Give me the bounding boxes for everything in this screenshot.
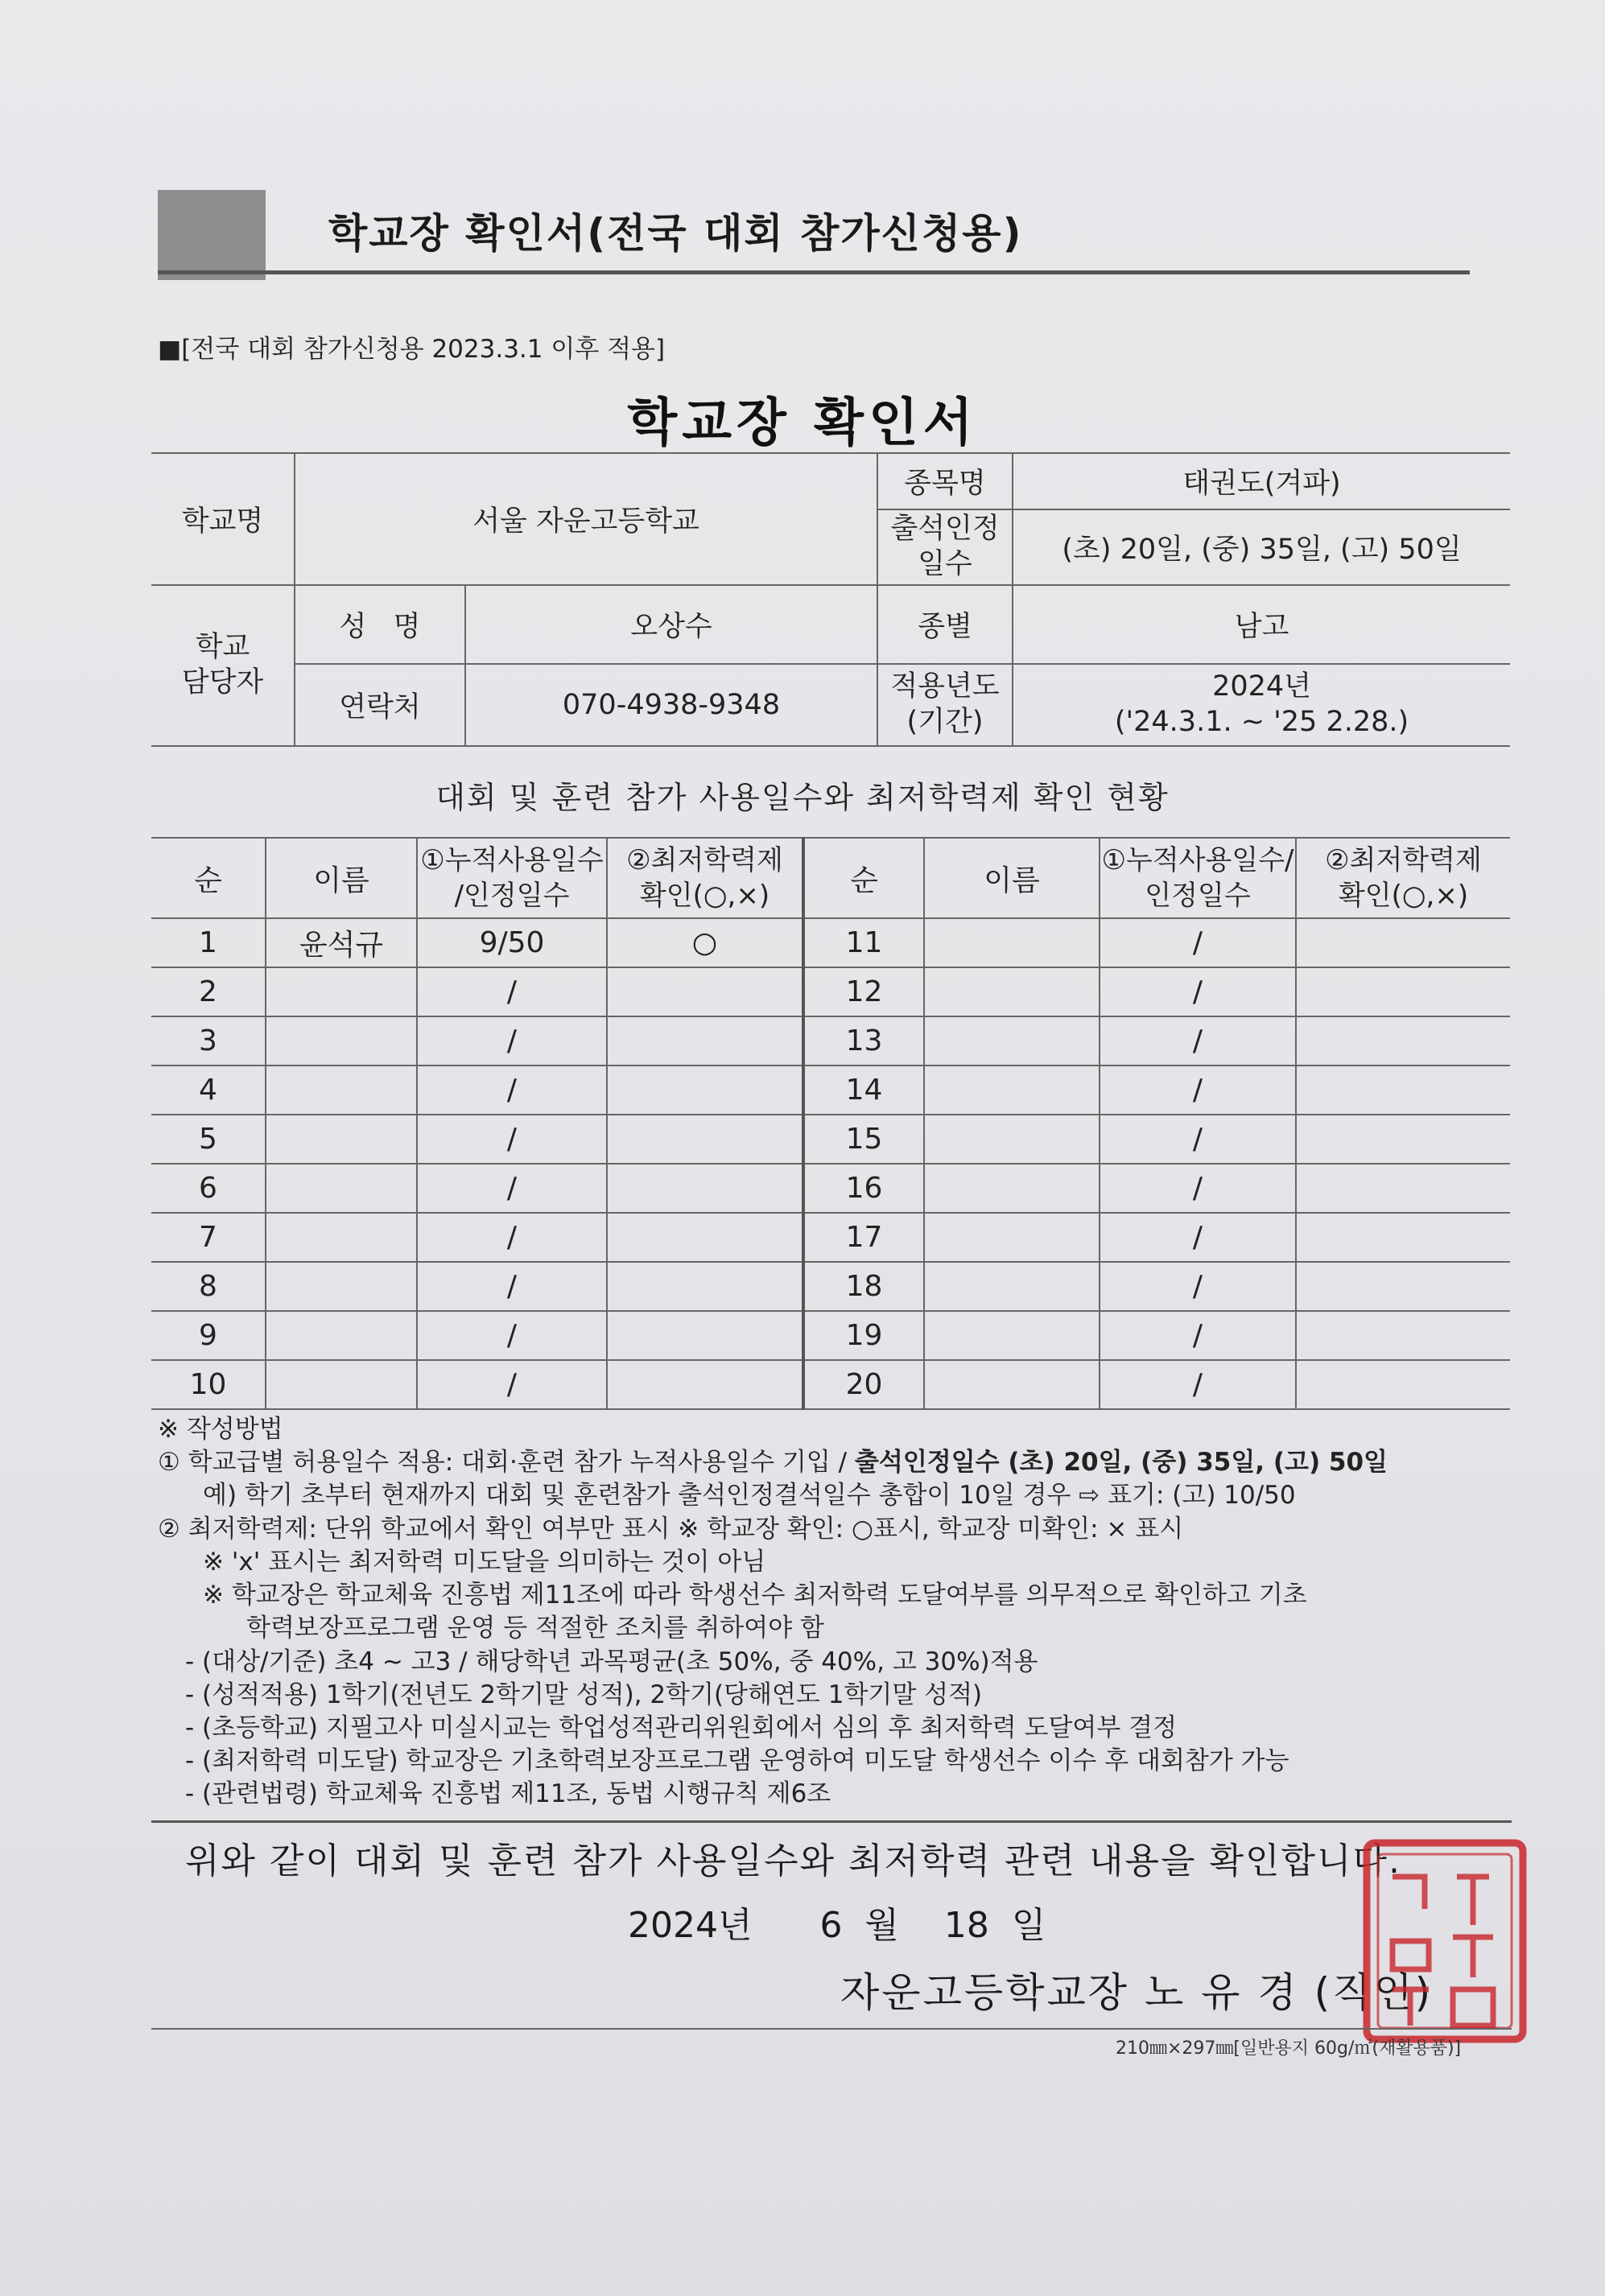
paper-size-note: 210㎜×297㎜[일반용지 60g/㎡(재활용품)] bbox=[1116, 2038, 1462, 2059]
table-row bbox=[151, 918, 1510, 967]
row-name-left bbox=[266, 1164, 417, 1213]
row-days-right: / bbox=[1100, 1164, 1296, 1213]
row-days-left: / bbox=[417, 1066, 607, 1115]
row-name-right bbox=[924, 918, 1100, 967]
row-no-right: 11 bbox=[803, 918, 924, 967]
col-name-left: 이름 bbox=[266, 838, 417, 918]
row-check-left bbox=[607, 1016, 803, 1066]
year-value-line1: 2024년 bbox=[1212, 670, 1311, 703]
status-title: 대회 및 훈련 참가 사용일수와 최저학력제 확인 현황 bbox=[435, 780, 1170, 815]
row-check-right bbox=[1296, 1311, 1510, 1360]
header-rule bbox=[158, 270, 1470, 274]
row-no-left: 5 bbox=[151, 1115, 266, 1164]
row-no-right: 15 bbox=[803, 1115, 924, 1164]
row-no-left: 3 bbox=[151, 1016, 266, 1066]
confirm-statement: 위와 같이 대회 및 훈련 참가 사용일수와 최저학력 관련 내용을 확인합니다. bbox=[185, 1841, 1401, 1882]
gender-label: 종별 bbox=[877, 585, 1013, 664]
row-no-left: 2 bbox=[151, 967, 266, 1016]
table-row bbox=[151, 1164, 1510, 1213]
row-check-right bbox=[1296, 1066, 1510, 1115]
row-no-left: 7 bbox=[151, 1213, 266, 1262]
year-label-line2: (기간) bbox=[906, 706, 984, 738]
row-check-right bbox=[1296, 1262, 1510, 1311]
row-no-right: 13 bbox=[803, 1016, 924, 1066]
attendance-label bbox=[877, 509, 1013, 585]
contact-value: 070-4938-9348 bbox=[465, 664, 877, 746]
row-days-right: / bbox=[1100, 918, 1296, 967]
info-table bbox=[151, 452, 1510, 747]
row-check-left bbox=[607, 1360, 803, 1409]
row-check-right bbox=[1296, 1016, 1510, 1066]
row-check-right bbox=[1296, 918, 1510, 967]
note-1-text: ① 학교급별 허용일수 적용: 대회·훈련 참가 누적사용일수 기입 / bbox=[158, 1448, 855, 1478]
row-days-left: 9/50 bbox=[417, 918, 607, 967]
row-name-right bbox=[924, 1164, 1100, 1213]
footer-rule bbox=[151, 2028, 1512, 2030]
table-row bbox=[151, 1066, 1510, 1115]
row-check-right bbox=[1296, 1115, 1510, 1164]
row-no-right: 20 bbox=[803, 1360, 924, 1409]
row-days-left: / bbox=[417, 1262, 607, 1311]
row-check-left bbox=[607, 1311, 803, 1360]
row-days-left: / bbox=[417, 1311, 607, 1360]
contact-label: 연락처 bbox=[295, 664, 465, 746]
col-check-right-line2: 확인(○,×) bbox=[1338, 880, 1469, 912]
status-table bbox=[151, 837, 1510, 1410]
principal-signature-line: 자운고등학교장 노 유 경 (직인) bbox=[840, 1969, 1434, 2016]
row-check-left bbox=[607, 967, 803, 1016]
header-gray-block bbox=[158, 190, 266, 280]
col-check-left-line1: ②최저학력제 bbox=[626, 843, 783, 876]
row-no-right: 12 bbox=[803, 967, 924, 1016]
name-value: 오상수 bbox=[465, 585, 877, 664]
table-row bbox=[151, 1360, 1510, 1409]
row-days-right: / bbox=[1100, 1016, 1296, 1066]
table-row bbox=[151, 1016, 1510, 1066]
col-check-right-line1: ②최저학력제 bbox=[1325, 843, 1482, 876]
row-name-right bbox=[924, 1213, 1100, 1262]
row-name-right bbox=[924, 1360, 1100, 1409]
event-value: 태권도(겨파) bbox=[1013, 453, 1510, 509]
form-header-title: 학교장 확인서(전국 대회 참가신청용) bbox=[328, 210, 1023, 257]
col-no-right: 순 bbox=[803, 838, 924, 918]
row-days-left: / bbox=[417, 1115, 607, 1164]
note-1-example: 예) 학기 초부터 현재까지 대회 및 훈련참가 출석인정결석일수 총합이 10일 경우 ⇨ 표기: (고) 10/50 bbox=[203, 1481, 1296, 1511]
row-check-left bbox=[607, 1164, 803, 1213]
attendance-label-line2: 일수 bbox=[918, 548, 972, 580]
row-name-right bbox=[924, 1262, 1100, 1311]
row-name-right bbox=[924, 1311, 1100, 1360]
row-name-left bbox=[266, 967, 417, 1016]
row-no-left: 8 bbox=[151, 1262, 266, 1311]
table-row bbox=[151, 1262, 1510, 1311]
attendance-label-line1: 출석인정 bbox=[890, 513, 1000, 546]
row-days-right: / bbox=[1100, 967, 1296, 1016]
row-name-left bbox=[266, 1360, 417, 1409]
row-days-right: / bbox=[1100, 1262, 1296, 1311]
row-no-right: 17 bbox=[803, 1213, 924, 1262]
issue-date: 2024년 6 월 18 일 bbox=[628, 1905, 1046, 1946]
col-check-right bbox=[1296, 838, 1510, 918]
school-value: 서울 자운고등학교 bbox=[295, 453, 877, 585]
event-label: 종목명 bbox=[877, 453, 1013, 509]
row-days-left: / bbox=[417, 1360, 607, 1409]
row-name-left: 윤석규 bbox=[266, 918, 417, 967]
staff-label-line2: 담당자 bbox=[181, 666, 264, 699]
row-name-left bbox=[266, 1311, 417, 1360]
col-no-left: 순 bbox=[151, 838, 266, 918]
col-days-right bbox=[1100, 838, 1296, 918]
gender-value: 남고 bbox=[1013, 585, 1510, 664]
col-days-left-line1: ①누적사용일수 bbox=[420, 843, 604, 876]
table-row bbox=[151, 1115, 1510, 1164]
row-name-right bbox=[924, 1115, 1100, 1164]
note-1-bold: 출석인정일수 (초) 20일, (중) 35일, (고) 50일 bbox=[854, 1448, 1388, 1478]
row-no-left: 9 bbox=[151, 1311, 266, 1360]
row-check-right bbox=[1296, 1360, 1510, 1409]
col-days-left-line2: /인정일수 bbox=[454, 880, 570, 912]
col-name-right: 이름 bbox=[924, 838, 1100, 918]
row-no-right: 18 bbox=[803, 1262, 924, 1311]
row-days-right: / bbox=[1100, 1213, 1296, 1262]
row-check-right bbox=[1296, 1213, 1510, 1262]
col-check-left-line2: 확인(○,×) bbox=[639, 880, 770, 912]
row-no-right: 16 bbox=[803, 1164, 924, 1213]
staff-label-line1: 학교 bbox=[195, 631, 250, 664]
year-label bbox=[877, 664, 1013, 746]
row-check-left: ○ bbox=[607, 918, 803, 967]
row-check-left bbox=[607, 1262, 803, 1311]
col-days-right-line1: ①누적사용일수/ bbox=[1101, 843, 1294, 876]
row-days-left: / bbox=[417, 1016, 607, 1066]
name-label: 성 명 bbox=[295, 585, 465, 664]
detail-4: - (최저학력 미도달) 학교장은 기초학력보장프로그램 운영하여 미도달 학생선수 이수 후 대회참가 가능 bbox=[185, 1746, 1289, 1776]
row-no-left: 4 bbox=[151, 1066, 266, 1115]
row-name-left bbox=[266, 1016, 417, 1066]
row-no-left: 6 bbox=[151, 1164, 266, 1213]
note-2-a: ※ 'x' 표시는 최저학력 미도달을 의미하는 것이 아님 bbox=[203, 1547, 766, 1577]
notes-separator bbox=[151, 1820, 1512, 1823]
year-value-line2: ('24.3.1. ~ '25 2.28.) bbox=[1114, 706, 1409, 738]
note-2-b2: 학력보장프로그램 운영 등 적절한 조치를 취하여야 함 bbox=[246, 1614, 824, 1643]
row-check-right bbox=[1296, 967, 1510, 1016]
row-name-right bbox=[924, 1016, 1100, 1066]
row-no-left: 10 bbox=[151, 1360, 266, 1409]
attendance-value: (초) 20일, (중) 35일, (고) 50일 bbox=[1013, 509, 1510, 585]
row-check-left bbox=[607, 1066, 803, 1115]
note-2: ② 최저학력제: 단위 학교에서 확인 여부만 표시 ※ 학교장 확인: ○표시, 학교장 미확인: × 표시 bbox=[158, 1514, 1184, 1544]
col-days-right-line2: 인정일수 bbox=[1145, 880, 1251, 912]
row-check-left bbox=[607, 1213, 803, 1262]
row-name-left bbox=[266, 1262, 417, 1311]
school-label: 학교명 bbox=[151, 453, 295, 585]
col-check-left bbox=[607, 838, 803, 918]
status-header-row bbox=[151, 838, 1510, 918]
row-days-left: / bbox=[417, 1164, 607, 1213]
official-seal-stamp bbox=[1360, 1836, 1529, 2046]
col-days-left bbox=[417, 838, 607, 918]
detail-2: - (성적적용) 1학기(전년도 2학기말 성적), 2학기(당해연도 1학기말 성적) bbox=[185, 1680, 983, 1709]
staff-label bbox=[151, 585, 295, 746]
apply-note: ■[전국 대회 참가신청용 2023.3.1 이후 적용] bbox=[158, 335, 666, 364]
detail-1: - (대상/기준) 초4 ~ 고3 / 해당학년 과목평균(초 50%, 중 40%, 고 30%)적용 bbox=[185, 1647, 1038, 1676]
table-row bbox=[151, 1213, 1510, 1262]
row-name-left bbox=[266, 1115, 417, 1164]
detail-3: - (초등학교) 지필고사 미실시교는 학업성적관리위원회에서 심의 후 최저학력 도달여부 결정 bbox=[185, 1713, 1178, 1742]
year-value bbox=[1013, 664, 1510, 746]
row-name-left bbox=[266, 1213, 417, 1262]
row-days-right: / bbox=[1100, 1115, 1296, 1164]
table-row bbox=[151, 967, 1510, 1016]
row-no-right: 19 bbox=[803, 1311, 924, 1360]
detail-5: - (관련법령) 학교체육 진흥법 제11조, 동법 시행규칙 제6조 bbox=[185, 1779, 831, 1809]
notes-heading: ※ 작성방법 bbox=[158, 1415, 283, 1444]
row-days-right: / bbox=[1100, 1066, 1296, 1115]
row-no-right: 14 bbox=[803, 1066, 924, 1115]
main-title: 학교장 확인서 bbox=[627, 394, 978, 453]
row-name-right bbox=[924, 1066, 1100, 1115]
note-1 bbox=[158, 1446, 1526, 1479]
instructions bbox=[158, 1413, 1526, 1812]
row-days-left: / bbox=[417, 967, 607, 1016]
row-check-right bbox=[1296, 1164, 1510, 1213]
row-name-right bbox=[924, 967, 1100, 1016]
row-no-left: 1 bbox=[151, 918, 266, 967]
row-check-left bbox=[607, 1115, 803, 1164]
row-name-left bbox=[266, 1066, 417, 1115]
note-2-b1: ※ 학교장은 학교체육 진흥법 제11조에 따라 학생선수 최저학력 도달여부를 의무적으로 확인하고 기초 bbox=[203, 1581, 1307, 1610]
row-days-right: / bbox=[1100, 1311, 1296, 1360]
table-row bbox=[151, 1311, 1510, 1360]
year-label-line1: 적용년도 bbox=[890, 670, 1000, 703]
row-days-right: / bbox=[1100, 1360, 1296, 1409]
row-days-left: / bbox=[417, 1213, 607, 1262]
